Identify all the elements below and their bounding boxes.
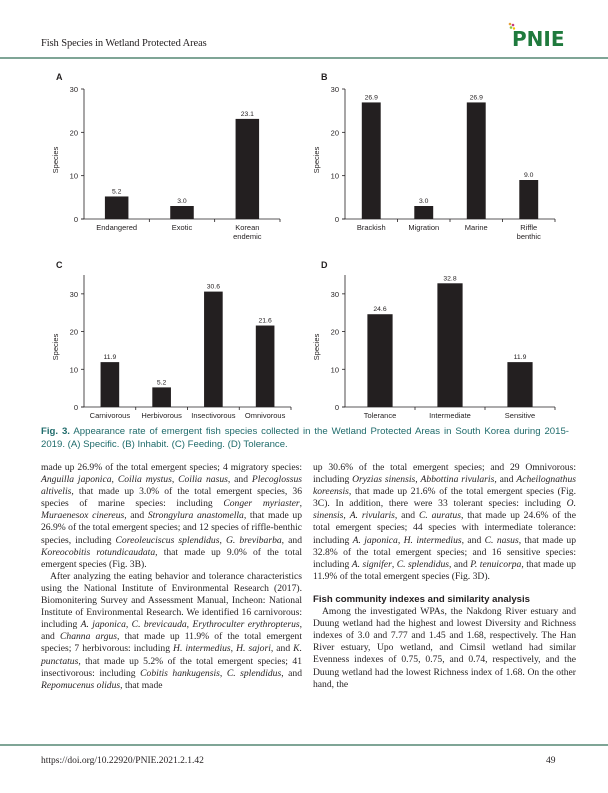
species-name: H. intermedius	[403, 534, 462, 546]
panel-label: B	[321, 72, 328, 82]
y-tick-label: 30	[69, 85, 78, 94]
species-name: Anguilla japonica	[41, 474, 112, 486]
chart-panel-c	[40, 258, 305, 423]
x-category-label: Riffle	[520, 223, 538, 232]
species-name: C. splendidus	[226, 667, 282, 679]
doi-link[interactable]: https://doi.org/10.22920/PNIE.2021.2.1.42	[41, 756, 204, 766]
species-name: H. sajori	[236, 643, 271, 655]
bar-value-label: 11.9	[103, 354, 117, 362]
y-tick-label: 10	[330, 365, 339, 375]
y-tick-label: 0	[334, 215, 339, 224]
bar	[507, 362, 532, 407]
x-category-label: Brackish	[356, 223, 386, 232]
bar	[367, 314, 392, 407]
x-category-label: Migration	[408, 223, 440, 232]
x-category-label: Carnivorous	[89, 411, 131, 420]
species-name: Coilia nasus	[178, 474, 228, 486]
panel-label: A	[56, 72, 63, 82]
species-name: Coilia mystus	[117, 474, 172, 486]
species-name: A. signifer	[351, 558, 392, 570]
y-tick-label: 0	[334, 403, 339, 412]
y-tick-label: 30	[330, 289, 339, 299]
species-name: O. sinensis	[313, 498, 576, 522]
journal-logo-text: PNIE	[512, 27, 565, 51]
x-category-label: Tolerance	[363, 411, 397, 420]
species-name: A. japonica	[352, 534, 398, 546]
bar	[236, 119, 260, 219]
x-category-label: Korean	[235, 223, 260, 232]
bar	[519, 180, 538, 219]
y-axis-label: Species	[312, 146, 321, 174]
species-name: K. punctatus	[41, 643, 302, 667]
bar-value-label: 23.1	[240, 110, 254, 118]
x-category-label: Intermediate	[429, 411, 471, 420]
species-name: Muraenesox cinereus	[41, 510, 125, 522]
species-name: C. brevicauda	[131, 619, 187, 631]
bar	[170, 206, 194, 219]
x-category-label: Exotic	[171, 223, 193, 232]
y-axis-label: Species	[312, 333, 321, 361]
panel-label: C	[56, 260, 63, 270]
bar-value-label: 24.6	[373, 306, 387, 314]
x-category-label: Marine	[464, 223, 488, 232]
page-number: 49	[546, 756, 556, 766]
paragraph: After analyzing the eating behavior and tolerance characteristics using the National Institute of Environmental Research (2017). Biomonitering Survey and Assessment Manual, Incheon: National Institute of Environmental Research. We identified 16 carnivorous: including A. japonica, C. brevicauda, Erythroculter erythropterus, and Channa argus, that made up 11.9% of the total emergent species; 7 herbivorous: including H. intermedius, H. sajori, and K. punctatus, that made up 5.2% of the total emergent species; 41 insectivorous: including Cobitis hankugensis, C. splendidus, and Repomucenus olidus, that made	[41, 570, 303, 691]
y-tick-label: 10	[69, 365, 78, 375]
species-name: H. intermedius	[173, 643, 231, 655]
y-tick-label: 10	[330, 171, 339, 181]
bar-value-label: 11.9	[513, 354, 527, 362]
species-name: Erythroculter erythropterus	[192, 619, 300, 631]
y-tick-label: 20	[69, 128, 78, 138]
bar-value-label: 3.0	[419, 198, 429, 205]
species-name: Conger myriaster	[223, 498, 300, 510]
bar-value-label: 32.8	[443, 275, 457, 283]
species-name: Cobitis hankugensis	[140, 667, 220, 679]
paragraph: made up 26.9% of the total emergent species; 4 migratory species: Anguilla japonica, Coilia mystus, Coilia nasus, and Plecoglossus altivelis, that made up 3.0% of the total emergent species, 36 species of marine species: including Conger myriaster, Muraenesox cinereus, and Strongylura anastomella, that made up 26.9% of the total emergent species; and 12 species of riffle-benthic species, including Coreoleuciscus splendidus, G. brevibarba, and Koreocobitis rotundicaudata, that made up 9.0% of the total emergent species (Fig. 3B).	[41, 462, 303, 570]
bar	[152, 387, 171, 407]
x-category-label: benthic	[516, 232, 541, 241]
x-category-label: Sensitive	[504, 411, 536, 420]
species-name: C. nasus	[484, 534, 519, 546]
species-name: P. tenuicorpa	[470, 558, 522, 570]
bar-value-label: 9.0	[524, 172, 534, 179]
y-tick-label: 20	[330, 327, 339, 337]
bar-value-label: 26.9	[364, 94, 378, 102]
bar	[256, 326, 275, 407]
y-tick-label: 30	[69, 289, 78, 299]
y-tick-label: 20	[69, 327, 78, 337]
species-name: Oryzias sinensis	[352, 474, 416, 486]
y-tick-label: 0	[73, 403, 78, 412]
species-name: Coreoleuciscus splendidus	[115, 534, 220, 546]
bar-value-label: 30.6	[206, 283, 220, 291]
chart-panel-a	[40, 70, 295, 250]
species-name: Abbottina rivularis	[420, 474, 495, 486]
species-name: A. japonica	[80, 619, 126, 631]
species-name: Channa argus	[60, 631, 118, 643]
species-name: Acheilognathus koreensis	[313, 474, 577, 498]
y-tick-label: 20	[330, 128, 339, 138]
bar-value-label: 21.6	[258, 317, 272, 325]
bar	[414, 206, 433, 219]
journal-logo	[504, 22, 564, 52]
species-name: C. auratus	[418, 510, 461, 522]
header-rule	[0, 57, 608, 59]
body-column-left	[41, 462, 302, 692]
caption-text: Appearance rate of emergent fish species collected in the Wetland Protected Areas in South Korea during 2015-2019. (A) Specific. (B) Inhabit. (C) Feeding. (D) Tolerance.	[41, 426, 569, 450]
bar	[204, 292, 223, 407]
x-category-label: Endangered	[96, 223, 138, 232]
x-category-label: endemic	[233, 232, 262, 241]
figure-caption	[41, 425, 569, 451]
bar-value-label: 5.2	[156, 379, 167, 387]
paragraph: Among the investigated WPAs, the Nakdong River estuary and Duung wetland had the highest and lowest Diversity and Richness indexes of 3.0 and 7.77 and 1.45 and 1.68, respectively. The Han River estuary, Upo wetland, and Cimsil wetland had similar Evenness indexes of 0.75, 0.75, and 0.74, respectively, and the Duung wetland had the lowest Richness index of 1.68. On the other hand, the	[313, 606, 576, 690]
figure-label: Fig. 3.	[41, 426, 70, 437]
body-column-right	[313, 462, 576, 691]
bar	[101, 362, 120, 407]
bar-value-label: 3.0	[177, 198, 187, 205]
bar-value-label: 5.2	[111, 188, 122, 196]
species-name: G. brevibarba	[225, 534, 282, 546]
y-axis-label: Species	[51, 146, 60, 174]
bar	[467, 102, 486, 219]
y-tick-label: 10	[69, 171, 78, 181]
y-tick-label: 30	[330, 85, 339, 94]
species-name: Koreocobitis rotundicaudata	[41, 546, 156, 558]
y-tick-label: 0	[73, 215, 78, 224]
footer-rule	[0, 744, 608, 746]
y-axis-label: Species	[51, 333, 60, 361]
running-head: Fish Species in Wetland Protected Areas	[41, 38, 207, 49]
x-category-label: Omnivorous	[244, 411, 286, 420]
bar	[105, 196, 129, 219]
chart-panel-b	[305, 70, 570, 250]
species-name: Plecoglossus altivelis	[41, 474, 302, 498]
chart-panel-d	[305, 258, 570, 423]
bar	[437, 283, 462, 407]
species-name: C. splendidus	[396, 558, 450, 570]
species-name: Repomucenus olidus	[41, 679, 121, 691]
species-name: Strongylura anastomella	[147, 510, 244, 522]
x-category-label: Herbivorous	[141, 411, 182, 420]
panel-label: D	[321, 260, 328, 270]
section-heading: Fish community indexes and similarity analysis	[313, 593, 531, 605]
species-name: A. rivularis	[349, 510, 395, 522]
bar-value-label: 26.9	[469, 94, 483, 102]
bar	[362, 102, 381, 219]
x-category-label: Insectivorous	[191, 411, 236, 420]
paragraph: up 30.6% of the total emergent species; and 29 Omnivorous: including Oryzias sinensis, Abbottina rivularis, and Acheilognathus koreensis, that made up 21.6% of the total emergent species (Fig. 3C). In addition, there were 33 tolerant species: including O. sinensis, A. rivularis, and C. auratus, that made up 24.6% of the total emergent species; 44 species with intermediate tolerance: including A. japonica, H. intermedius, and C. nasus, that made up 32.8% of the total emergent species; and 16 sensitive species: including A. signifer, C. splendidus, and P. tenuicorpa, that made up 11.9% of the total emergent species (Fig. 3D).	[313, 462, 577, 582]
